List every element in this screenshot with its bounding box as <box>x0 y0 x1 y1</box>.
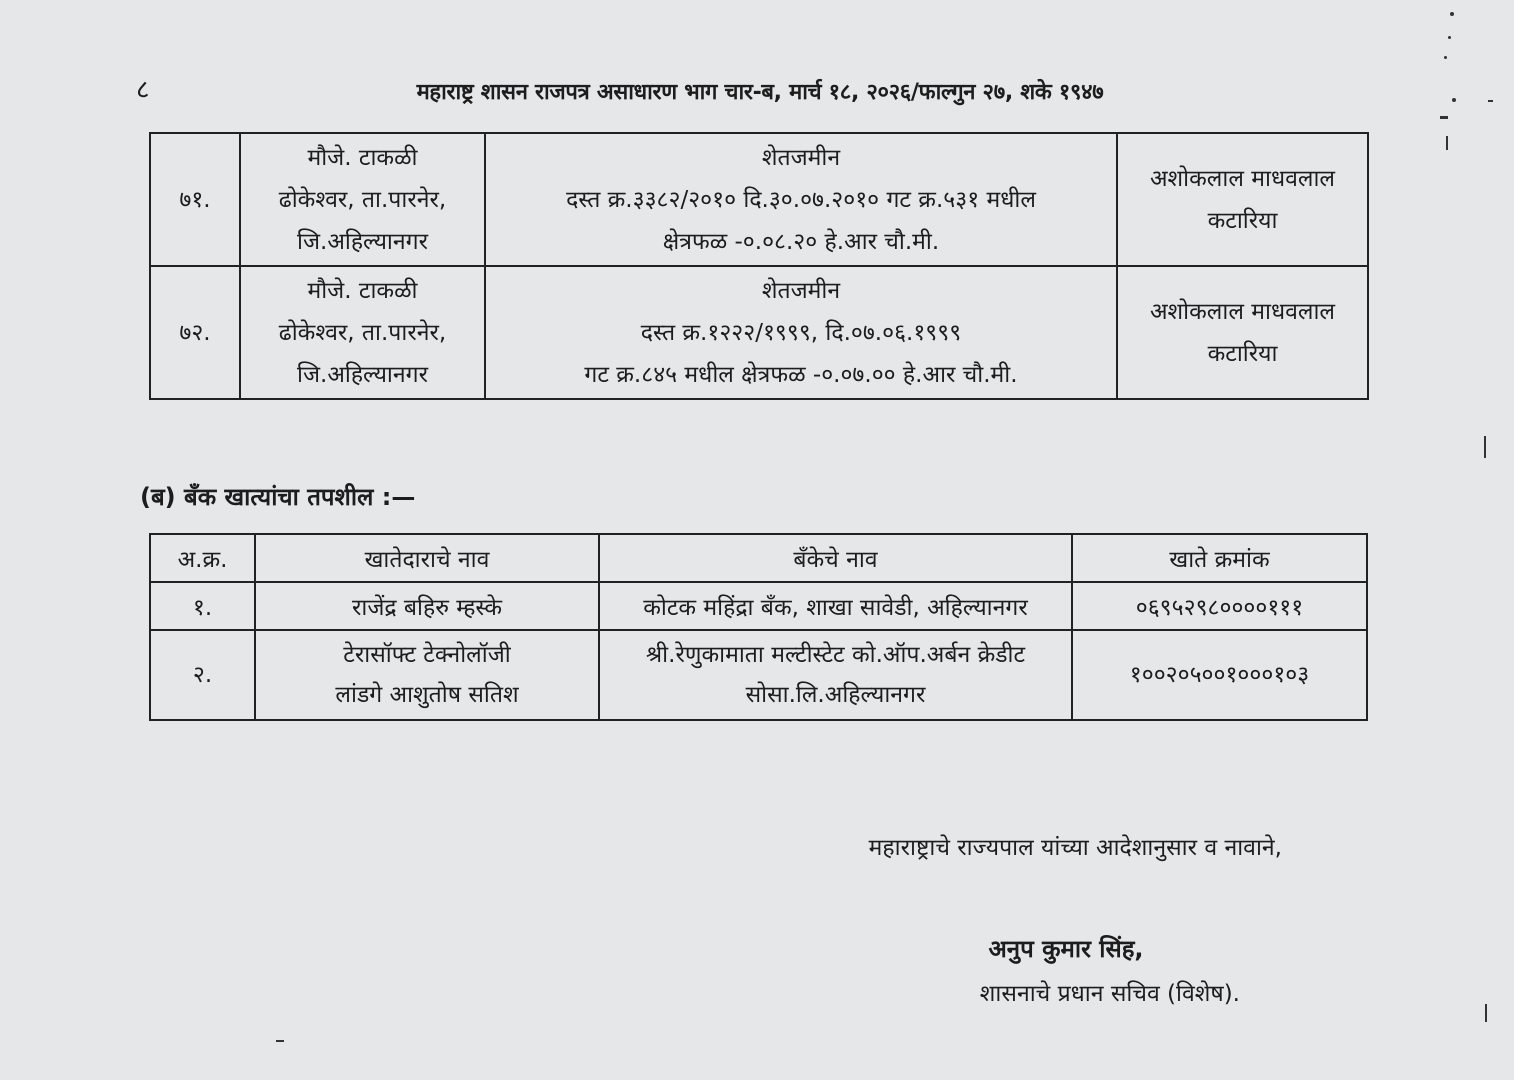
column-header-account-holder: खातेदाराचे नाव <box>255 534 599 582</box>
owner-line: कटारिया <box>1207 340 1278 367</box>
account-number-cell: ०६९५२९८००००१११ <box>1072 582 1367 630</box>
description-line: शेतजमीन <box>761 277 841 304</box>
scan-speck <box>1448 36 1451 39</box>
account-holder-cell <box>255 630 599 720</box>
location-cell <box>240 133 485 266</box>
owner-cell <box>1117 133 1368 266</box>
location-line: जि.अहिल्यानगर <box>296 361 428 388</box>
serial-number-cell: ७१. <box>150 133 240 266</box>
description-line: दस्त क्र.३३८२/२०१० दि.३०.०७.२०१० गट क्र.५३१ मधील <box>566 186 1036 213</box>
gazette-header-title: महाराष्ट्र शासन राजपत्र असाधारण भाग चार-ब, मार्च १८, २०२६/फाल्गुन २७, शके १९४७ <box>416 80 1104 105</box>
bank-name-line: श्री.रेणुकामाता मल्टीस्टेट को.ऑप.अर्बन क्रेडीट <box>645 642 1026 668</box>
table-row <box>150 133 1368 266</box>
description-line: क्षेत्रफळ -०.०८.२० हे.आर चौ.मी. <box>662 228 940 255</box>
scan-speck <box>1446 136 1448 150</box>
scan-speck <box>1485 1004 1487 1022</box>
table-row <box>150 582 1367 630</box>
bank-accounts-table <box>149 533 1368 721</box>
scan-speck <box>1452 98 1456 102</box>
section-heading-bank-accounts: (ब) बँक खात्यांचा तपशील :— <box>140 483 416 511</box>
scan-speck <box>1484 436 1486 458</box>
column-header-account-number: खाते क्रमांक <box>1072 534 1367 582</box>
serial-number-cell: ७२. <box>150 266 240 399</box>
account-holder-line: टेरासॉफ्ट टेक्नोलॉजी <box>343 642 511 668</box>
property-table <box>149 132 1369 400</box>
description-cell <box>485 133 1117 266</box>
scan-speck <box>1440 116 1448 119</box>
location-cell <box>240 266 485 399</box>
column-header-bank-name: बँकेचे नाव <box>599 534 1072 582</box>
column-header-serial: अ.क्र. <box>150 534 255 582</box>
location-line: ढोकेश्वर, ता.पारनेर, <box>278 319 447 346</box>
scan-speck <box>1444 56 1447 59</box>
bank-name-line: कोटक महिंद्रा बँक, शाखा सावेडी, अहिल्यानगर <box>643 595 1028 621</box>
location-line: जि.अहिल्यानगर <box>296 228 428 255</box>
table-row <box>150 630 1367 720</box>
bank-name-cell <box>599 630 1072 720</box>
table-header-row <box>150 534 1367 582</box>
owner-line: कटारिया <box>1207 207 1278 234</box>
signatory-title: शासनाचे प्रधान सचिव (विशेष). <box>979 981 1240 1007</box>
description-line: गट क्र.८४५ मधील क्षेत्रफळ -०.०७.०० हे.आर चौ.मी. <box>584 361 1018 388</box>
account-holder-line: लांडगे आशुतोष सतिश <box>335 682 519 708</box>
scan-speck <box>1488 100 1493 102</box>
order-line: महाराष्ट्राचे राज्यपाल यांच्या आदेशानुसार व नावाने, <box>868 835 1282 861</box>
location-line: मौजे. टाकळी <box>307 144 418 171</box>
signatory-name: अनुप कुमार सिंह, <box>988 935 1144 963</box>
serial-number-cell: १. <box>150 582 255 630</box>
bank-name-cell <box>599 582 1072 630</box>
account-holder-cell <box>255 582 599 630</box>
serial-number-cell: २. <box>150 630 255 720</box>
table-row <box>150 266 1368 399</box>
owner-cell <box>1117 266 1368 399</box>
description-line: दस्त क्र.१२२२/१९९९, दि.०७.०६.१९९९ <box>640 319 962 346</box>
account-number-cell: १००२०५००१०००१०३ <box>1072 630 1367 720</box>
account-holder-line: राजेंद्र बहिरु म्हस्के <box>351 595 503 621</box>
bank-name-line: सोसा.लि.अहिल्यानगर <box>745 682 926 708</box>
page-number: ८ <box>136 75 150 105</box>
scan-speck <box>276 1040 284 1042</box>
location-line: ढोकेश्वर, ता.पारनेर, <box>278 186 447 213</box>
location-line: मौजे. टाकळी <box>307 277 418 304</box>
owner-line: अशोकलाल माधवलाल <box>1149 298 1336 325</box>
owner-line: अशोकलाल माधवलाल <box>1149 165 1336 192</box>
description-line: शेतजमीन <box>761 144 841 171</box>
description-cell <box>485 266 1117 399</box>
scan-speck <box>1450 12 1454 16</box>
